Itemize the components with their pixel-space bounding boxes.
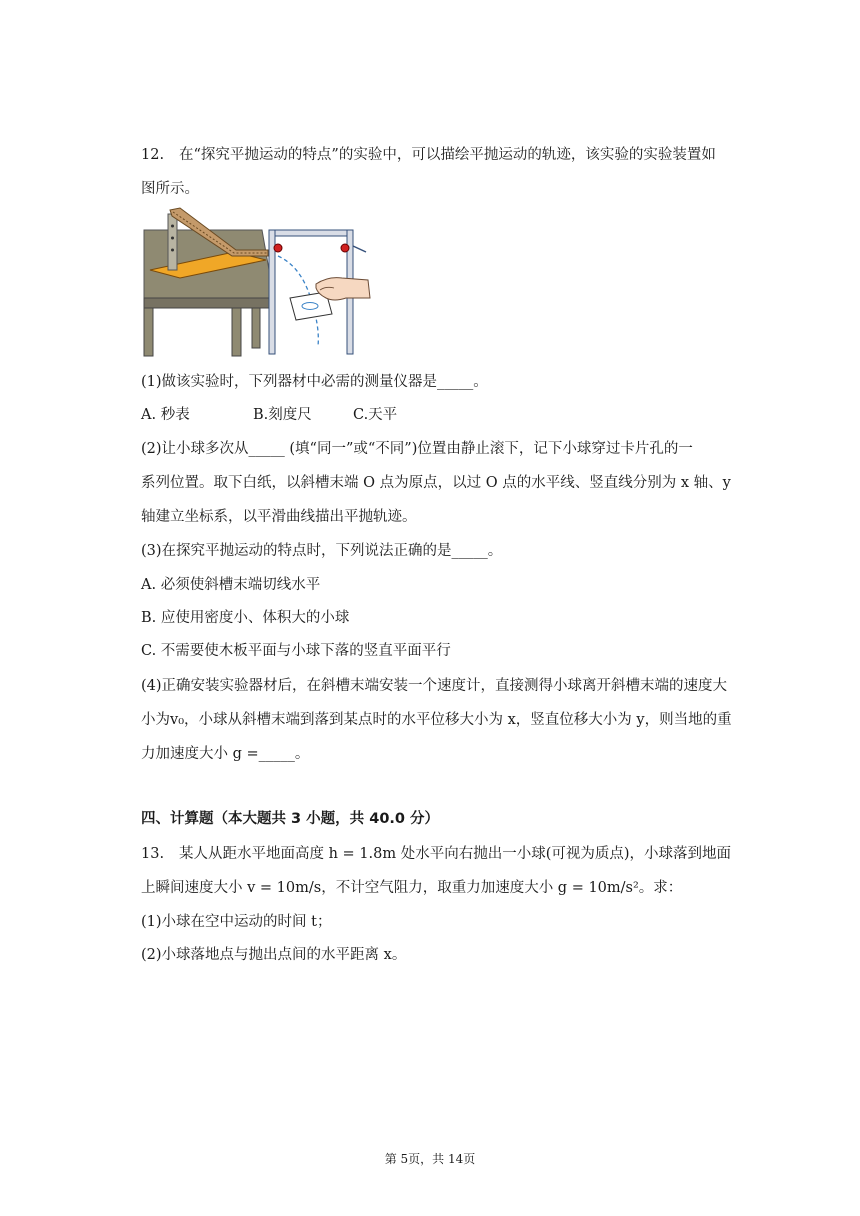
q12-option-c: C.天平 xyxy=(353,407,398,423)
q13-stem-text: 某人从距水平地面高度 h = 1.8m 处水平向右抛出一小球(可视为质点)，小球落到地面 xyxy=(179,846,732,862)
q12-part4-line2: 小为v₀，小球从斜槽末端到落到某点时的水平位移大小为 x，竖直位移大小为 y，则当地的重 xyxy=(141,712,732,728)
red-peg-right xyxy=(341,244,349,252)
q12-part2-line2: 系列位置。取下白纸，以斜槽末端 O 点为原点，以过 O 点的水平线、竖直线分别为 x 轴、y xyxy=(141,475,731,491)
hand xyxy=(316,278,370,300)
table xyxy=(144,230,274,356)
q13-stem-line2: 上瞬间速度大小 v = 10m/s，不计空气阻力，取重力加速度大小 g = 10m/s²。求： xyxy=(141,880,683,896)
q12-part4-line1: (4)正确安装实验器材后，在斜槽末端安装一个速度计，直接测得小球离开斜槽末端的速度大 xyxy=(141,678,728,694)
q12-stem-text: 在“探究平抛运动的特点”的实验中，可以描绘平抛运动的轨迹，该实验的实验装置如 xyxy=(179,147,716,163)
q12-part3: (3)在探究平抛运动的特点时，下列说法正确的是_____。 xyxy=(141,543,503,559)
q13-part1: (1)小球在空中运动的时间 t； xyxy=(141,914,332,930)
q13-part2: (2)小球落地点与抛出点间的水平距离 x。 xyxy=(141,947,407,963)
q12-part2-line3: 轴建立坐标系，以平滑曲线描出平抛轨迹。 xyxy=(141,509,417,525)
q12-part1-options xyxy=(141,405,397,425)
q12-part2-line1: (2)让小球多次从_____ (填“同一”或“不同”)位置由静止滚下，记下小球穿过卡片孔的一 xyxy=(141,441,693,457)
q12-number: 12. xyxy=(141,147,165,163)
section4-heading: 四、计算题（本大题共 3 小题，共 40.0 分） xyxy=(141,811,440,827)
support-post xyxy=(168,214,177,270)
experiment-apparatus-figure xyxy=(140,206,376,358)
page-footer: 第 5页，共 14页 xyxy=(384,1152,476,1166)
q12-stem-line1 xyxy=(141,145,716,165)
q12-option-a: A. 秒表 xyxy=(141,407,190,423)
q13-number: 13. xyxy=(141,846,165,862)
q12-stem-line2: 图所示。 xyxy=(141,181,199,197)
q12-part3-option-c: C. 不需要使木板平面与小球下落的竖直平面平行 xyxy=(141,643,451,659)
q12-part1: (1)做该实验时，下列器材中必需的测量仪器是_____。 xyxy=(141,374,488,390)
q12-part3-option-a: A. 必须使斜槽末端切线水平 xyxy=(141,577,321,593)
q12-part3-option-b: B. 应使用密度小、体积大的小球 xyxy=(141,610,350,626)
red-peg-left xyxy=(274,244,282,252)
q12-part4-line3: 力加速度大小 g =_____。 xyxy=(141,746,310,762)
q12-option-b: B.刻度尺 xyxy=(253,407,312,423)
q13-stem-line1 xyxy=(141,844,731,864)
